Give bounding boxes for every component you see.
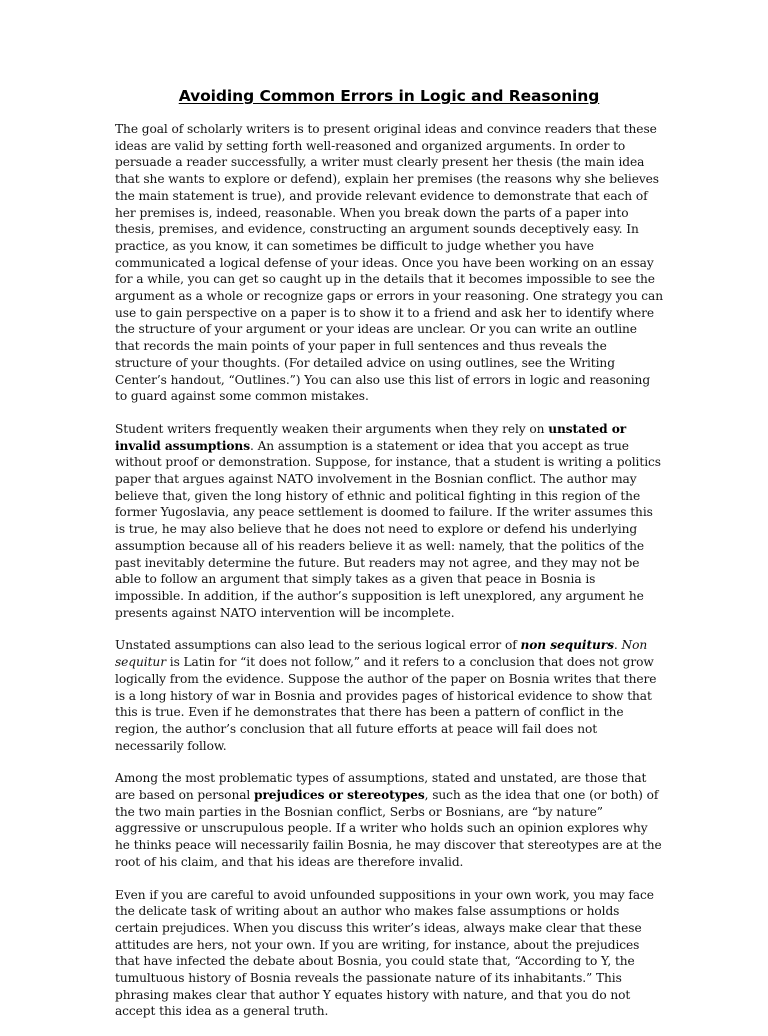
key-term-prejudices-stereotypes: prejudices or stereotypes — [254, 788, 425, 803]
paragraph-discussing-authors — [115, 887, 663, 1021]
paragraph-text: Student writers frequently weaken their arguments when they rely on — [115, 421, 549, 436]
paragraph-text: is Latin for “it does not follow,” and it refers to a conclusion that does not grow logically from the evidence. Suppose the author of the paper on Bosnia writes that there is a long history of war in Bosnia and provides pages of historical evidence to show that this is true. Even if he demonstrates that there has been a pattern of conflict in the region, the author’s conclusion that all future efforts at peace will fail does not necessarily follow. — [115, 655, 657, 753]
paragraph-text: Unstated assumptions can also lead to the serious logical error of — [115, 638, 521, 653]
paragraph-assumptions — [115, 421, 663, 621]
paragraph-text: The goal of scholarly writers is to present original ideas and convince readers that these ideas are valid by setting forth well-reasoned and organized arguments. In order to persuade a reader successfully, a writer must clearly present her thesis (the main idea that she wants to explore or defend), explain her premises (the reasons why she believes the main statement is true), and provide relevant evidence to demonstrate that each of her premises is, indeed, reasonable. When you break down the parts of a paper into thesis, premises, and evidence, constructing an argument sounds deceptively easy. In practice, as you know, it can sometimes be difficult to judge whether you have communicated a logical defense of your ideas. Once you have been working on an essay for a while, you can get so caught up in the details that it becomes impossible to see the argument as a whole or recognize gaps or errors in your reasoning. One strategy you can use to gain perspective on a paper is to show it to a friend and ask her to identify where the structure of your argument or your ideas are unclear. Or you can write an outline that records the main points of your paper in full sentences and thus reveals the structure of your thoughts. (For detailed advice on using outlines, see the Writing Center’s handout, “Outlines.”) You can also use this list of errors in logic and reasoning to guard against some common mistakes. — [115, 122, 663, 404]
paragraph-intro — [115, 121, 663, 405]
paragraph-text: Even if you are careful to avoid unfounded suppositions in your own work, you may face the delicate task of writing about an author who makes false assumptions or holds certain prejudices. When you discuss this writer’s ideas, always make clear that these attitudes are hers, not your own. If you are writing, for instance, about the prejudices that have infected the debate about Bosnia, you could state that, “According to Y, the tumultuous history of Bosnia reveals the passionate nature of its inhabitants.” This phrasing makes clear that author Y equates history with nature, and that you do not accept this idea as a general truth. — [115, 887, 654, 1019]
key-term-non-sequiturs: non sequiturs — [520, 638, 614, 653]
document-page — [115, 86, 663, 1036]
paragraph-text: Among the most problematic types of assumptions, stated and unstated, are those that are based on personal — [115, 771, 647, 803]
paragraph-text: , such as the idea that one (or both) of the two main parties in the Bosnian conflict, Serbs or Bosnians, are “by nature” aggressive or unscrupulous people. If a writer who holds such an opinion explores why he thinks peace will necessarily failin Bosnia, he may discover that stereotypes are at the root of his claim, and that his ideas are therefore invalid. — [115, 788, 662, 869]
paragraph-text: . An assumption is a statement or idea that you accept as true without proof or demonstration. Suppose, for instance, that a student is writing a politics paper that argues against NATO involvement in the Bosnian conflict. The author may believe that, given the long history of ethnic and political fighting in this region of the former Yugoslavia, any peace settlement is doomed to failure. If the writer assumes this is true, he may also believe that he does not need to explore or defend his underlying assumption because all of his readers believe it as well: namely, that the politics of the past inevitably determine the future. But readers may not agree, and they may not be able to follow an argument that simply takes as a given that peace in Bosnia is impossible. In addition, if the author’s supposition is left unexplored, any argument he presents against NATO intervention will be incomplete. — [115, 438, 661, 620]
paragraph-text: . — [613, 638, 622, 653]
latin-term-non-sequitur: Non sequitur — [115, 638, 648, 670]
paragraph-non-sequiturs — [115, 637, 663, 754]
document-title: Avoiding Common Errors in Logic and Reasoning — [178, 87, 600, 105]
paragraph-prejudices — [115, 770, 663, 870]
key-term-unstated-assumptions: unstated or invalid assumptions — [115, 421, 627, 453]
